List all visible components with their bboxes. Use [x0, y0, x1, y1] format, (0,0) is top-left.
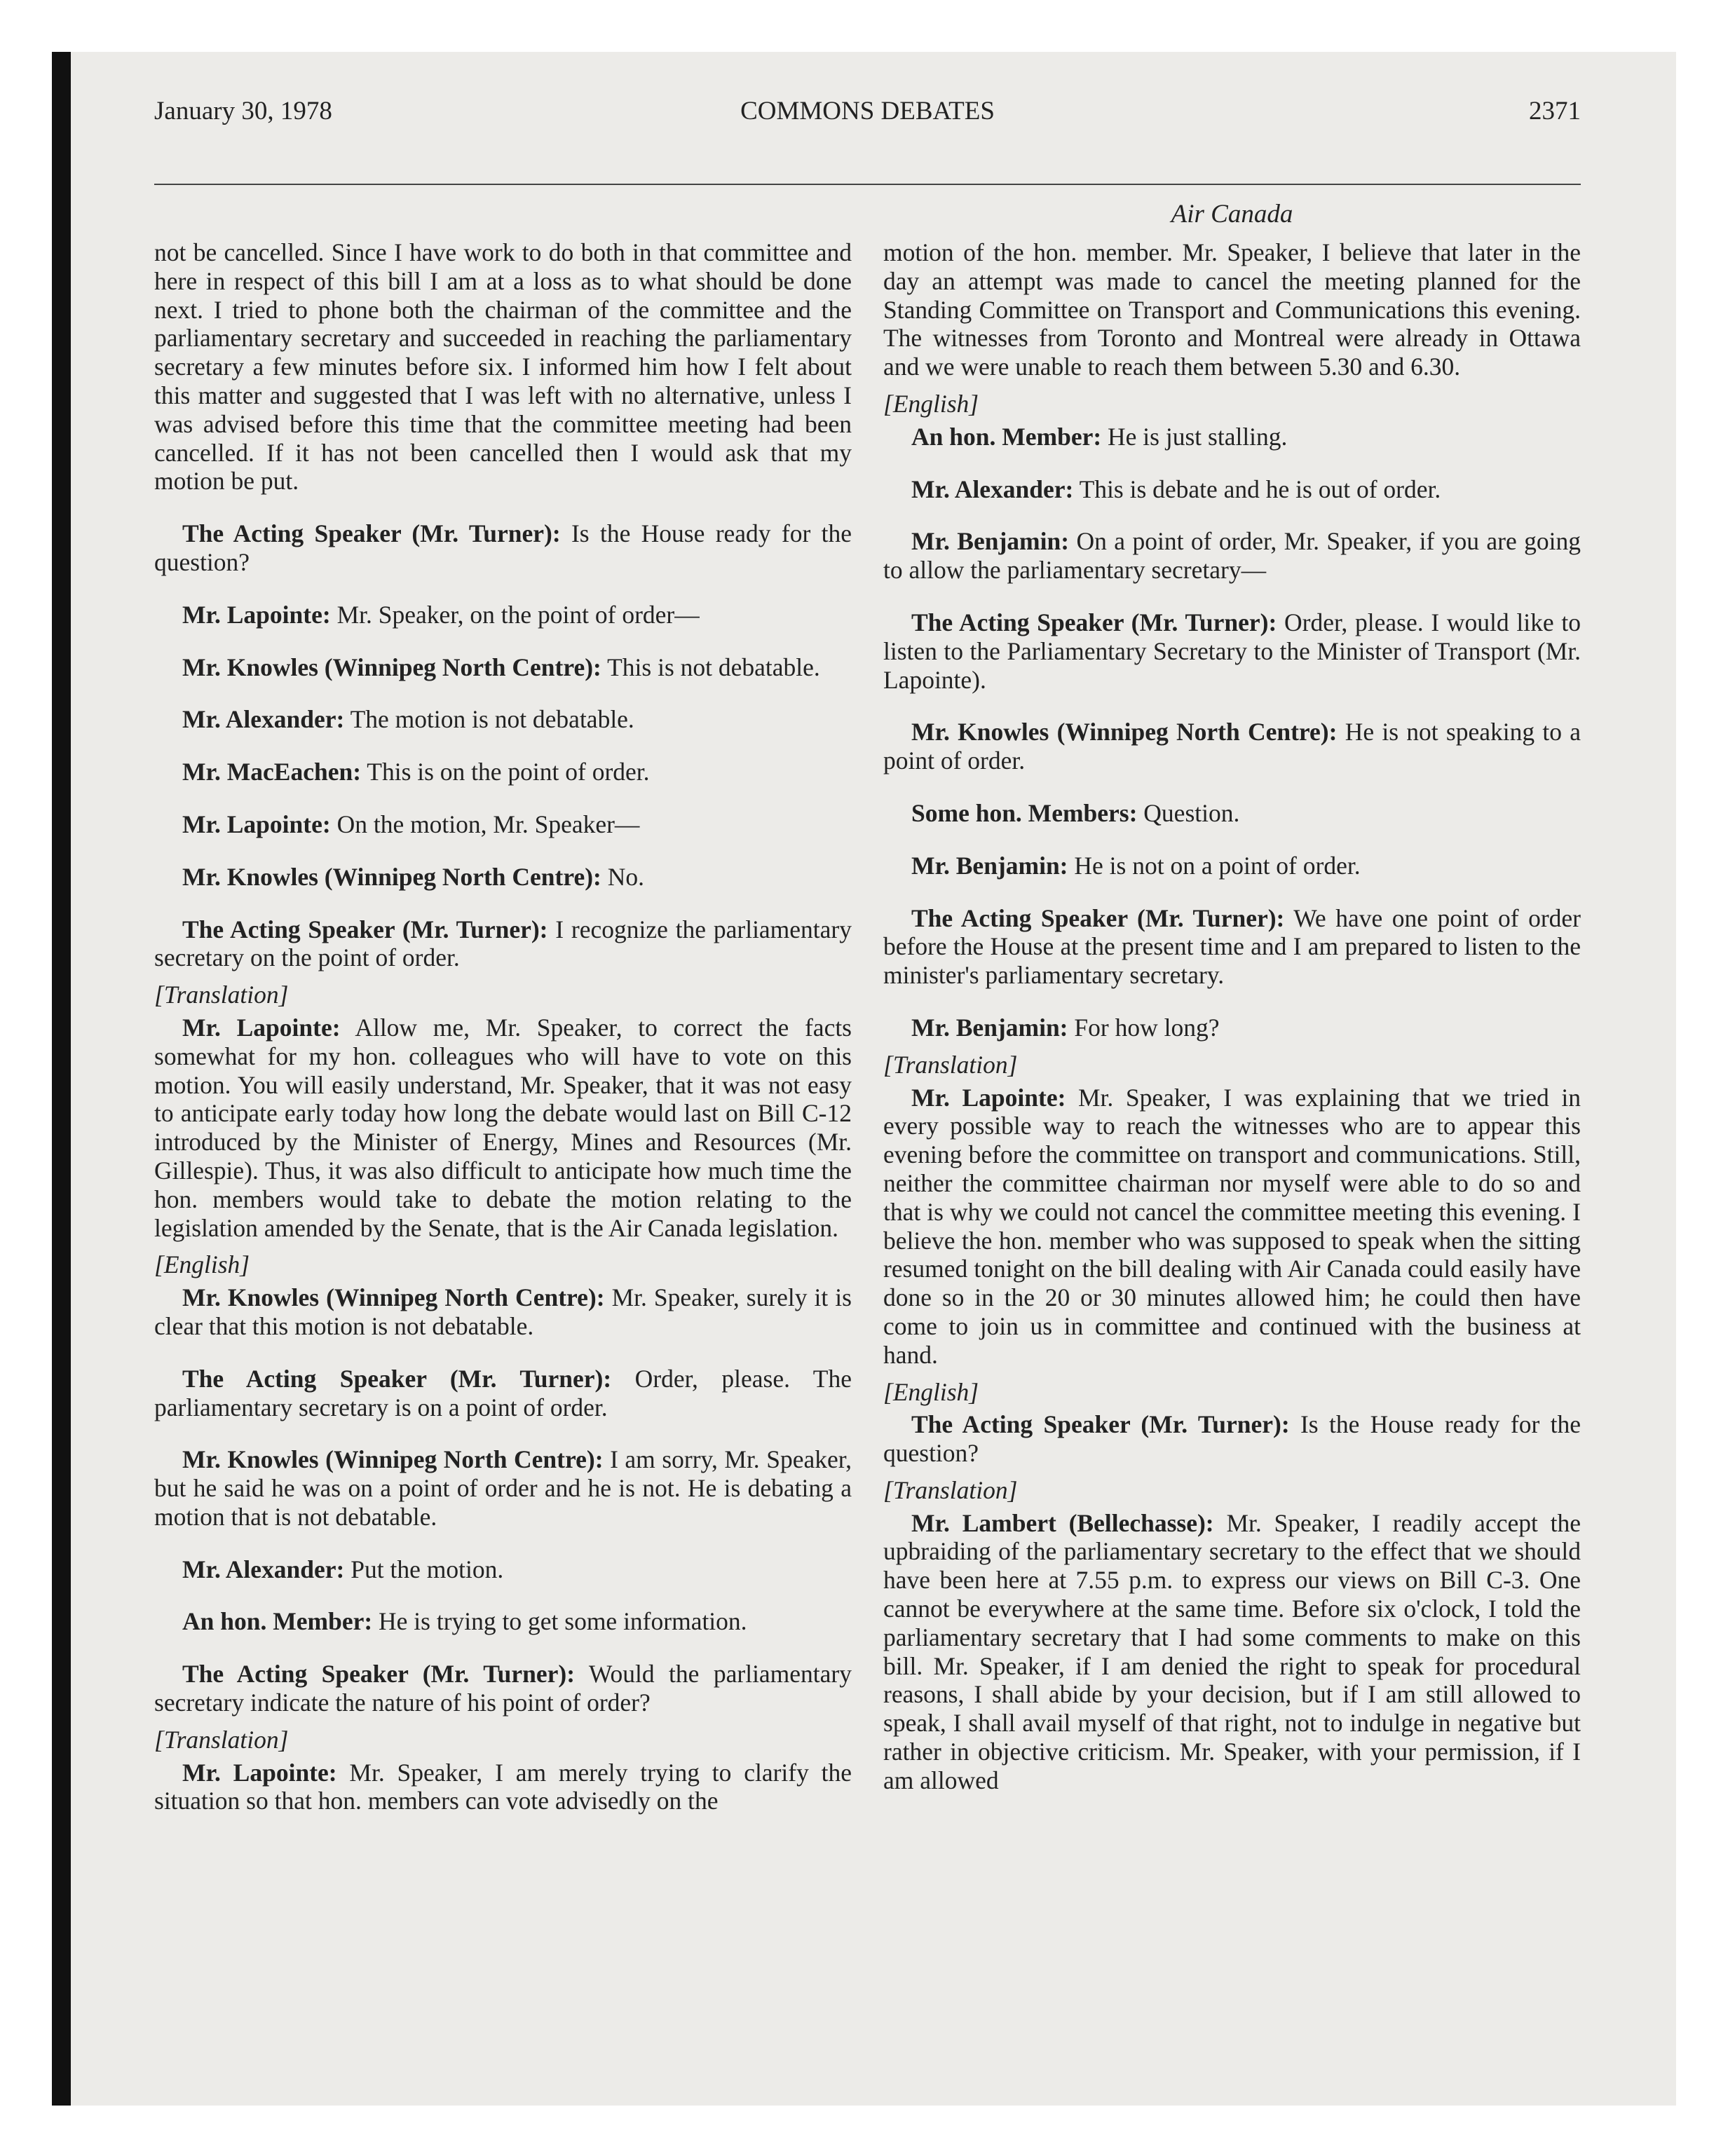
debate-paragraph: [883, 527, 1581, 585]
header-rule: [154, 184, 1581, 185]
speaker-name: The Acting Speaker (Mr. Turner):: [911, 1410, 1290, 1439]
speech-text: Put the motion.: [344, 1555, 504, 1583]
debate-paragraph: [154, 1759, 852, 1816]
debate-paragraph: [883, 1084, 1581, 1370]
debate-paragraph: [154, 653, 852, 682]
debate-paragraph: [883, 475, 1581, 504]
debate-paragraph: [154, 1660, 852, 1717]
debate-paragraph: [883, 799, 1581, 828]
speech-text: The motion is not debatable.: [344, 705, 634, 734]
header-page-number: 2371: [1529, 97, 1581, 125]
speech-text: motion of the hon. member. Mr. Speaker, I believe that later in the day an attempt was made to cancel the meeting planned for the Standing Committee on Transport and Communications this evening. The witnesses from Toronto and Montreal were already in Ottawa and we were unable to reach them between 5.30 and 6.30.: [883, 238, 1581, 381]
speech-text: He is trying to get some information.: [372, 1607, 747, 1636]
speech-text: He is just stalling.: [1101, 422, 1288, 451]
speaker-name: Mr. Benjamin:: [911, 527, 1070, 556]
debate-paragraph: [154, 1607, 852, 1636]
speaker-name: Mr. Alexander:: [182, 1555, 345, 1583]
speaker-name: Mr. Knowles (Winnipeg North Centre):: [911, 718, 1338, 746]
speaker-name: The Acting Speaker (Mr. Turner):: [911, 903, 1285, 932]
speech-text: On the motion, Mr. Speaker—: [330, 810, 640, 838]
debate-paragraph: [883, 238, 1581, 381]
running-subject: Air Canada: [1171, 200, 1293, 228]
header-publication: COMMONS DEBATES: [740, 97, 995, 125]
speech-text: Order, please. The parliamentary secretary is on a point of order.: [154, 1364, 852, 1421]
speech-text: On a point of order, Mr. Speaker, if you are going to allow the parliamentary secretary—: [883, 527, 1581, 585]
speech-text: I recognize the parliamentary secretary on the point of order.: [154, 915, 852, 972]
speaker-name: Mr. Knowles (Winnipeg North Centre):: [182, 862, 601, 891]
speech-text: Question.: [1137, 798, 1240, 827]
speech-text: Is the House ready for the question?: [154, 519, 852, 576]
language-marker: [English]: [883, 1377, 979, 1406]
right-column: [883, 238, 1581, 1795]
debate-paragraph: [154, 1014, 852, 1242]
speaker-name: Mr. Lapointe:: [182, 810, 331, 838]
debate-paragraph: [883, 608, 1581, 694]
speech-text: I am sorry, Mr. Speaker, but he said he was on a point of order and he is not. He is debating a motion that is not debatable.: [154, 1445, 852, 1531]
speaker-name: The Acting Speaker (Mr. Turner):: [182, 1660, 576, 1688]
debate-paragraph: [154, 238, 852, 496]
header-date: January 30, 1978: [154, 97, 332, 125]
speaker-name: The Acting Speaker (Mr. Turner):: [182, 519, 561, 548]
debate-paragraph: [883, 904, 1581, 990]
speech-text: We have one point of order before the House at the present time and I am prepared to listen to the minister's parliamentary secretary.: [883, 903, 1581, 990]
language-marker: [Translation]: [154, 981, 289, 1009]
speech-text: This is debate and he is out of order.: [1073, 475, 1441, 503]
debate-paragraph: [883, 1014, 1581, 1042]
speaker-name: Mr. MacEachen:: [182, 758, 362, 786]
language-marker: [Translation]: [154, 1725, 289, 1754]
speaker-name: The Acting Speaker (Mr. Turner):: [182, 1364, 612, 1393]
debate-paragraph: [154, 519, 852, 577]
speech-text: He is not speaking to a point of order.: [883, 718, 1581, 775]
speech-text: Mr. Speaker, I was explaining that we tried in every possible way to reach the witnesses who are to appear this evening before the committee on transport and communications. Still, neither the committee chairman nor myself were able to do so and that is why we could not cancel the committee meeting this evening. I believe the hon. member who was supposed to speak when the sitting resumed tonight on the bill dealing with Air Canada could easily have done so in the 20 or 30 minutes allowed him; he could then have come to join us in committee and continued with the business at hand.: [883, 1083, 1581, 1369]
debate-paragraph: [154, 758, 852, 786]
debate-paragraph: [154, 1445, 852, 1531]
speech-text: Would the parliamentary secretary indicate the nature of his point of order?: [154, 1660, 852, 1717]
debate-paragraph: [154, 1283, 852, 1341]
speaker-name: The Acting Speaker (Mr. Turner):: [911, 608, 1277, 636]
speech-text: No.: [601, 862, 645, 891]
speaker-name: Mr. Lambert (Bellechasse):: [911, 1508, 1214, 1537]
speech-text: Is the House ready for the question?: [883, 1410, 1581, 1468]
speaker-name: An hon. Member:: [911, 422, 1102, 451]
language-marker: [English]: [154, 1250, 250, 1279]
debate-paragraph: [154, 863, 852, 892]
speech-text: For how long?: [1068, 1013, 1220, 1042]
debate-paragraph: [154, 915, 852, 973]
language-marker: [Translation]: [883, 1050, 1018, 1079]
speech-text: Order, please. I would like to listen to the Parliamentary Secretary to the Minister of Transport (Mr. Lapointe).: [883, 608, 1581, 694]
speaker-name: Mr. Lapointe:: [911, 1083, 1066, 1112]
debate-paragraph: [883, 718, 1581, 775]
speaker-name: Mr. Alexander:: [182, 705, 345, 734]
debate-paragraph: [154, 601, 852, 629]
speaker-name: An hon. Member:: [182, 1607, 373, 1636]
speaker-name: Mr. Benjamin:: [911, 851, 1068, 880]
debate-paragraph: [883, 1509, 1581, 1795]
speech-text: This is on the point of order.: [361, 758, 650, 786]
debate-paragraph: [154, 705, 852, 734]
speaker-name: Mr. Lapointe:: [182, 1758, 337, 1787]
debate-paragraph: [883, 423, 1581, 451]
speaker-name: Mr. Knowles (Winnipeg North Centre):: [182, 1445, 604, 1474]
speech-text: Mr. Speaker, on the point of order—: [330, 600, 700, 629]
speaker-name: Mr. Lapointe:: [182, 1013, 341, 1042]
debate-paragraph: [883, 1410, 1581, 1468]
debate-paragraph: [154, 1365, 852, 1422]
debate-paragraph: [154, 1555, 852, 1584]
speaker-name: Mr. Lapointe:: [182, 600, 331, 629]
speech-text: Mr. Speaker, I readily accept the upbraiding of the parliamentary secretary to the effect that we should have been here at 7.55 p.m. to express our views on Bill C-3. One cannot be everywhere at the same time. Before six o'clock, I told the parliamentary secretary that I had some comments to make on this bill. Mr. Speaker, if I am denied the right to speak for procedural reasons, I shall abide by your decision, but if I am still allowed to speak, I shall avail myself of that right, not to indulge in negative but rather in objective criticism. Mr. Speaker, with your permission, if I am allowed: [883, 1508, 1581, 1794]
debate-paragraph: [883, 852, 1581, 880]
speech-text: Mr. Speaker, surely it is clear that this motion is not debatable.: [154, 1283, 852, 1340]
speech-text: Allow me, Mr. Speaker, to correct the facts somewhat for my hon. colleagues who will have to vote on this motion. You will easily understand, Mr. Speaker, that it was not easy to anticipate early today how long the debate would last on Bill C-12 introduced by the Minister of Energy, Mines and Resources (Mr. Gillespie). Thus, it was also difficult to anticipate how much time the hon. members would take to debate the motion relating to the legislation amended by the Senate, that is the Air Canada legislation.: [154, 1013, 852, 1242]
speaker-name: Mr. Knowles (Winnipeg North Centre):: [182, 653, 601, 681]
language-marker: [Translation]: [883, 1475, 1018, 1504]
speaker-name: Mr. Alexander:: [911, 475, 1074, 503]
speaker-name: The Acting Speaker (Mr. Turner):: [182, 915, 548, 943]
debate-paragraph: [154, 810, 852, 839]
page-binding-edge: [52, 52, 71, 2106]
speech-text: He is not on a point of order.: [1068, 851, 1361, 880]
speech-text: not be cancelled. Since I have work to do both in that committee and here in respect of this bill I am at a loss as to what should be done next. I tried to phone both the chairman of the committee and the parliamentary secretary and succeeded in reaching the parliamentary secretary a few minutes before six. I informed him how I felt about this matter and suggested that I was left with no alternative, unless I was advised before this time that the committee meeting had been cancelled. If it has not been cancelled then I would ask that my motion be put.: [154, 238, 852, 496]
speaker-name: Mr. Benjamin:: [911, 1013, 1068, 1042]
speech-text: This is not debatable.: [601, 653, 820, 681]
language-marker: [English]: [883, 389, 979, 418]
speaker-name: Mr. Knowles (Winnipeg North Centre):: [182, 1283, 605, 1312]
speaker-name: Some hon. Members:: [911, 798, 1138, 827]
speech-text: Mr. Speaker, I am merely trying to clarify the situation so that hon. members can vote advisedly on the: [154, 1758, 852, 1815]
left-column: [154, 238, 852, 1815]
